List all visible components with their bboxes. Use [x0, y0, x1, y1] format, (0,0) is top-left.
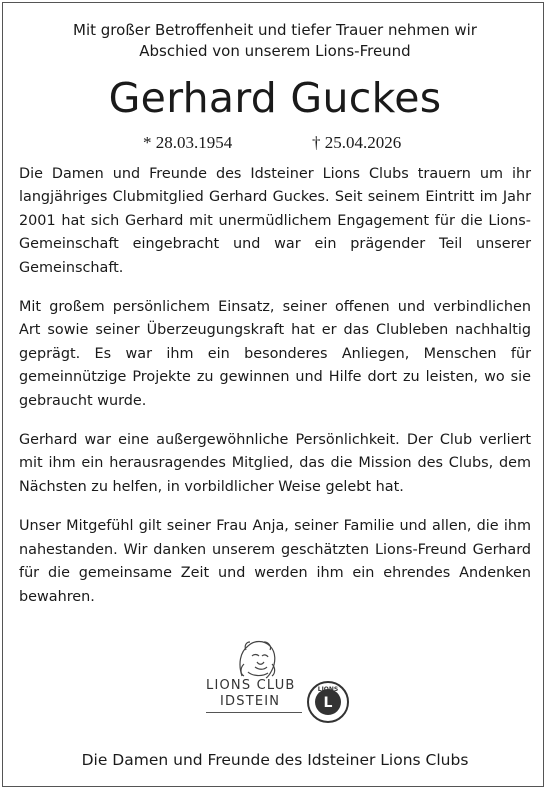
emblem-ring-text: LIONS: [317, 686, 339, 693]
logo-underline: [206, 712, 302, 713]
logo-club-text: LIONS CLUB: [206, 678, 296, 693]
emblem-letter: L: [323, 695, 333, 711]
paragraph-1: Die Damen und Freunde des Idsteiner Lions Clubs trauern um ihr langjähriges Clubmitglied Gerhard Guckes. Seit seinem Eintritt im Jahr 2001 hat sich Gerhard mit unermüdlichem Engagement für die Lions-Gemeinschaft eingebracht und war ein prägender Teil unserer Gemeinschaft.: [19, 166, 531, 276]
logo-city-text: IDSTEIN: [220, 694, 281, 709]
signature-line: Die Damen und Freunde des Idsteiner Lions Clubs: [81, 751, 469, 769]
birth-date: * 28.03.1954: [143, 133, 233, 152]
intro-line-1: Mit großer Betroffenheit und tiefer Trauer nehmen wir: [73, 21, 477, 39]
paragraph-4: Unser Mitgefühl gilt seiner Frau Anja, seiner Familie und allen, die ihm nahestanden. Wir danken unserem geschätzten Lions-Freund Gerhard für die gemeinsame Zeit und werden ihm ein ehrendes Andenken bewahren.: [19, 518, 531, 605]
paragraph-3: Gerhard war eine außergewöhnliche Persönlichkeit. Der Club verliert mit ihm ein herausragendes Mitglied, das die Mission des Clubs, dem Nächsten zu helfen, in vorbildlicher Weise gelebt hat.: [19, 432, 531, 495]
paragraph-2: Mit großem persönlichem Einsatz, seiner offenen und verbindlichen Art sowie seiner Überzeugungskraft hat er das Clubleben nachhaltig geprägt. Es war ihm ein besonderes Anliegen, Menschen für gemeinnützige Projekte zu gewinnen und Hilfe dort zu leisten, wo sie gebraucht wurde.: [19, 299, 531, 409]
obituary-text: [19, 163, 531, 625]
lions-emblem-icon: [306, 680, 350, 724]
death-date: † 25.04.2026: [312, 133, 402, 152]
life-dates: [0, 131, 550, 155]
intro-line-2: Abschied von unserem Lions-Freund: [139, 42, 411, 60]
deceased-name: Gerhard Guckes: [108, 74, 442, 122]
lions-club-logo: [200, 634, 360, 734]
